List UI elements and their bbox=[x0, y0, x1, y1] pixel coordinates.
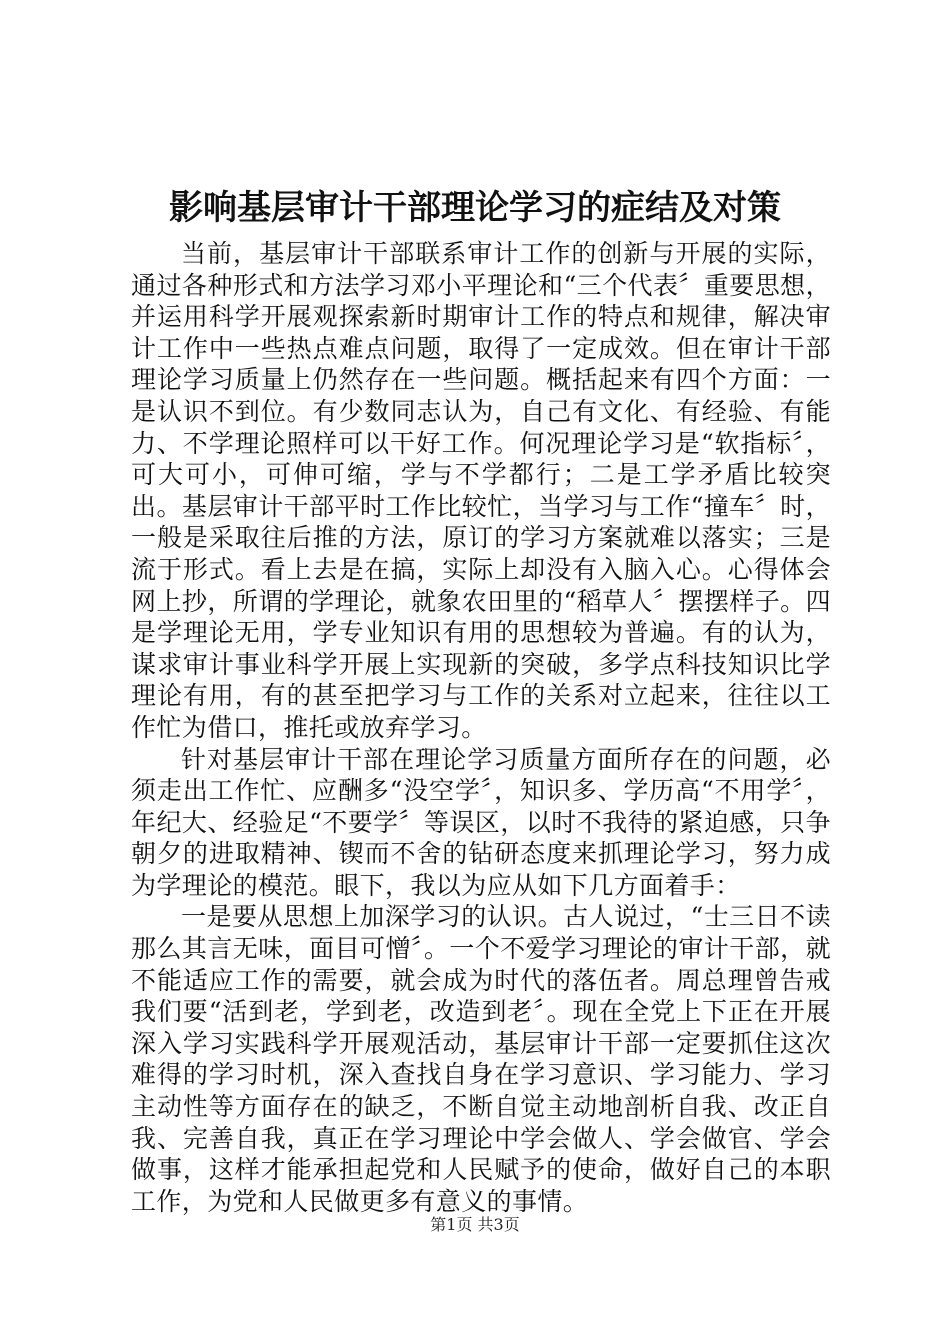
document-body bbox=[131, 238, 831, 1217]
paragraph-2: 针对基层审计干部在理论学习质量方面所存在的问题，必须走出工作忙、应酬多“没空学〞，知识多、学历高“不用学〞，年纪大、经验足“不要学〞等误区，以时不我待的紧迫感，只争朝夕的进取精神、锲而不舍的钻研态度来抓理论学习，努力成为学理论的模范。眼下，我以为应从如下几方面着手： bbox=[131, 744, 831, 900]
document-title: 影响基层审计干部理论学习的症结及对策 bbox=[169, 188, 781, 228]
page-number-footer: 第1页 共3页 bbox=[430, 1215, 520, 1234]
paragraph-3: 一是要从思想上加深学习的认识。古人说过，“士三日不读那么其言无味，面目可憎〞。一个不爱学习理论的审计干部，就不能适应工作的需要，就会成为时代的落伍者。周总理曾告戒我们要“活到老，学到老，改造到老〞。现在全党上下正在开展深入学习实践科学开展观活动，基层审计干部一定要抓住这次难得的学习时机，深入查找自身在学习意识、学习能力、学习主动性等方面存在的缺乏，不断自觉主动地剖析自我、改正自我、完善自我，真正在学习理论中学会做人、学会做官、学会做事，这样才能承担起党和人民赋予的使命，做好自己的本职工作，为党和人民做更多有意义的事情。 bbox=[131, 902, 831, 1216]
paragraph-1: 当前，基层审计干部联系审计工作的创新与开展的实际，通过各种形式和方法学习邓小平理论和“三个代表〞重要思想，并运用科学开展观探索新时期审计工作的特点和规律，解决审计工作中一些热点难点问题，取得了一定成效。但在审计干部理论学习质量上仍然存在一些问题。概括起来有四个方面：一是认识不到位。有少数同志认为，自己有文化、有经验、有能力、不学理论照样可以干好工作。何况理论学习是“软指标〞，可大可小，可伸可缩，学与不学都行；二是工学矛盾比较突出。基层审计干部平时工作比较忙，当学习与工作“撞车〞时，一般是采取往后推的方法，原订的学习方案就难以落实；三是流于形式。看上去是在搞，实际上却没有入脑入心。心得体会网上抄，所谓的学理论，就象农田里的“稻草人〞摆摆样子。四是学理论无用，学专业知识有用的思想较为普遍。有的认为，谋求审计事业科学开展上实现新的突破，多学点科技知识比学理论有用，有的甚至把学习与工作的关系对立起来，往往以工作忙为借口，推托或放弃学习。 bbox=[131, 239, 831, 742]
